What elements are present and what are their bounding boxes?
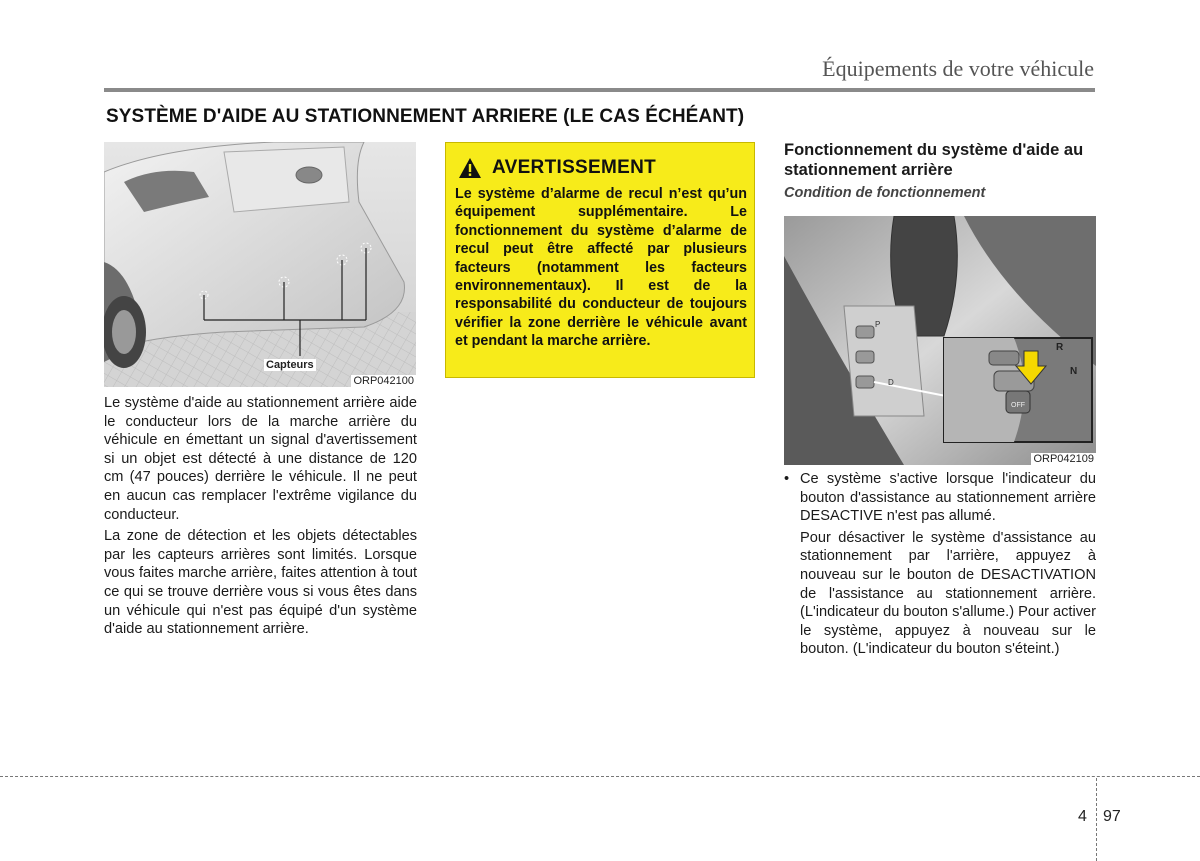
warning-title: AVERTISSEMENT <box>492 157 657 178</box>
operation-title: Fonctionnement du système d'aide au stationnement arrière <box>784 141 1084 179</box>
footer-vertical-divider <box>1096 778 1097 861</box>
intro-paragraph: Le système d'aide au stationnement arrière aide le conducteur lors de la marche arrière du véhicule en émettant un signal d'avertissement si un objet est détecté à une distance de 120 cm (47 pouces) derrière le véhicule. Il ne peut en aucun cas remplacer l'extrême vigilance du conducteur. <box>104 395 417 523</box>
footer-divider <box>0 776 1200 777</box>
figure2-code: ORP042109 <box>1033 453 1094 465</box>
warning-text: Le système d’alarme de recul n’est qu’un équipement supplémentaire. Le fonctionnement du système d’alarme de recul peut être affecté par plusieurs facteurs (notamment les facteurs environnementaux). Il est de la responsabilité du conducteur de toujours vérifier la zone derrière le véhicule avant et pendant la marche arrière. <box>455 186 747 350</box>
parking-assist-off-button-label: OFF <box>1011 402 1025 409</box>
rear-bumper-illustration <box>104 142 416 387</box>
detection-paragraph: La zone de détection et les objets détectables par les capteurs arrières sont limités. Lorsque vous faites marche arrière, faites attention à tout ce qui se trouve derrière vous si vous êtes dans un véhicule qui n'est pas équipé d'un système d'aide au stationnement arrière. <box>104 528 417 638</box>
header-rule <box>104 88 1095 92</box>
bullet-glyph: • <box>784 471 790 487</box>
gear-console-figure <box>784 216 1096 465</box>
gear-d-label: D <box>888 378 894 387</box>
column3-text <box>784 470 1096 659</box>
deactivation-paragraph: Pour désactiver le système d'assistance au stationnement par l'arrière, appuyez à nouveau sur le bouton de DESACTIVATION de l'assistance au stationnement arrière. (L'indicateur du bouton s'allume.) Pour activer le système, appuyez à nouveau sur le bouton. (L'indicateur du bouton s'éteint.) <box>800 529 1096 658</box>
operation-subtitle: Condition de fonctionnement <box>784 185 986 201</box>
gear-n-label: N <box>1070 366 1078 377</box>
warning-box <box>445 142 755 378</box>
rear-bumper-figure <box>104 142 416 387</box>
gear-r-label: R <box>1056 342 1064 353</box>
page-header-title: Équipements de votre véhicule <box>822 56 1094 81</box>
page-number: 97 <box>1103 808 1121 825</box>
gear-p-label: P <box>875 320 881 329</box>
warning-triangle-icon <box>458 157 482 179</box>
section-title: SYSTÈME D'AIDE AU STATIONNEMENT ARRIERE (LE CAS ÉCHÉANT) <box>106 106 745 127</box>
sensors-label: Capteurs <box>266 359 314 371</box>
activation-paragraph: Ce système s'active lorsque l'indicateur du bouton d'assistance au stationnement arrière DESACTIVE n'est pas allumé. <box>800 471 1096 525</box>
column1-text <box>104 394 417 639</box>
gear-console-illustration <box>784 216 1096 465</box>
chapter-number: 4 <box>1078 808 1087 825</box>
figure1-code: ORP042100 <box>353 375 414 387</box>
